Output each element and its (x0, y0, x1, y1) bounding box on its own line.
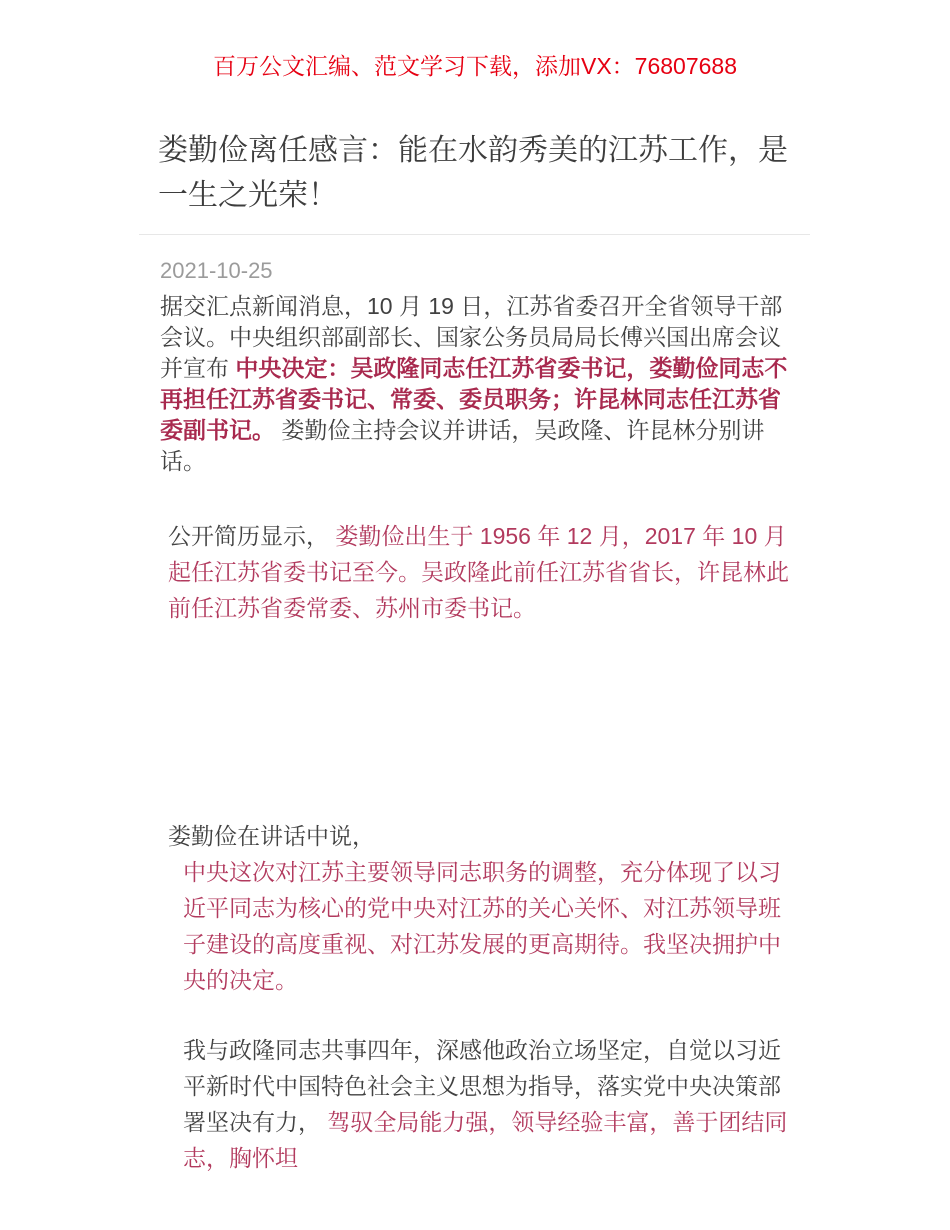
paragraph-speech-intro (160, 818, 792, 854)
text-segment: 我与政隆同志共事四年，深感他政治立场坚定，自觉以习近平新时代中国特色社会主义思想为指导，落实党中央决策部署坚决有力， (183, 1037, 781, 1135)
article-body (160, 258, 792, 1176)
paragraph-news-report (160, 291, 792, 477)
text-segment-highlight: 驾驭全局能力强，领导经验丰富，善于团结同志，胸怀坦 (183, 1109, 788, 1171)
title-block (139, 128, 810, 235)
text-segment: 娄勤俭在讲话中说， (168, 823, 375, 849)
vertical-spacer (160, 626, 792, 818)
text-segment-highlight: 中央决定：吴政隆同志任江苏省委书记，娄勤俭同志不再担任江苏省委书记、常委、委员职务；许昆林同志任江苏省委副书记。 (160, 355, 788, 443)
text-segment: 娄勤俭主持会议并讲话，吴政隆、许昆林分别讲话。 (160, 417, 765, 474)
paragraph-speech-quote (160, 854, 792, 998)
promo-banner: 百万公文汇编、范文学习下载，添加VX：76807688 (212, 53, 737, 79)
page-title: 娄勤俭离任感言：能在水韵秀美的江苏工作，是一生之光荣！ (158, 134, 788, 212)
paragraph-resume (160, 518, 792, 626)
paragraph-speech-body (160, 1032, 792, 1176)
text-segment: 公开简历显示， (168, 523, 329, 549)
article-date: 2021-10-25 (160, 258, 273, 283)
text-segment: 据交汇点新闻消息，10 月 19 日，江苏省委召开全省领导干部会议。中央组织部副部长、国家公务员局局长傅兴国出席会议并宣布 (160, 293, 783, 381)
text-segment-highlight: 中央这次对江苏主要领导同志职务的调整，充分体现了以习近平同志为核心的党中央对江苏的关心关怀、对江苏领导班子建设的高度重视、对江苏发展的更高期待。我坚决拥护中央的决定。 (183, 859, 781, 993)
text-segment-highlight: 娄勤俭出生于 1956 年 12 月，2017 年 10 月起任江苏省委书记至今。吴政隆此前任江苏省省长，许昆林此前任江苏省委常委、苏州市委书记。 (168, 523, 789, 621)
